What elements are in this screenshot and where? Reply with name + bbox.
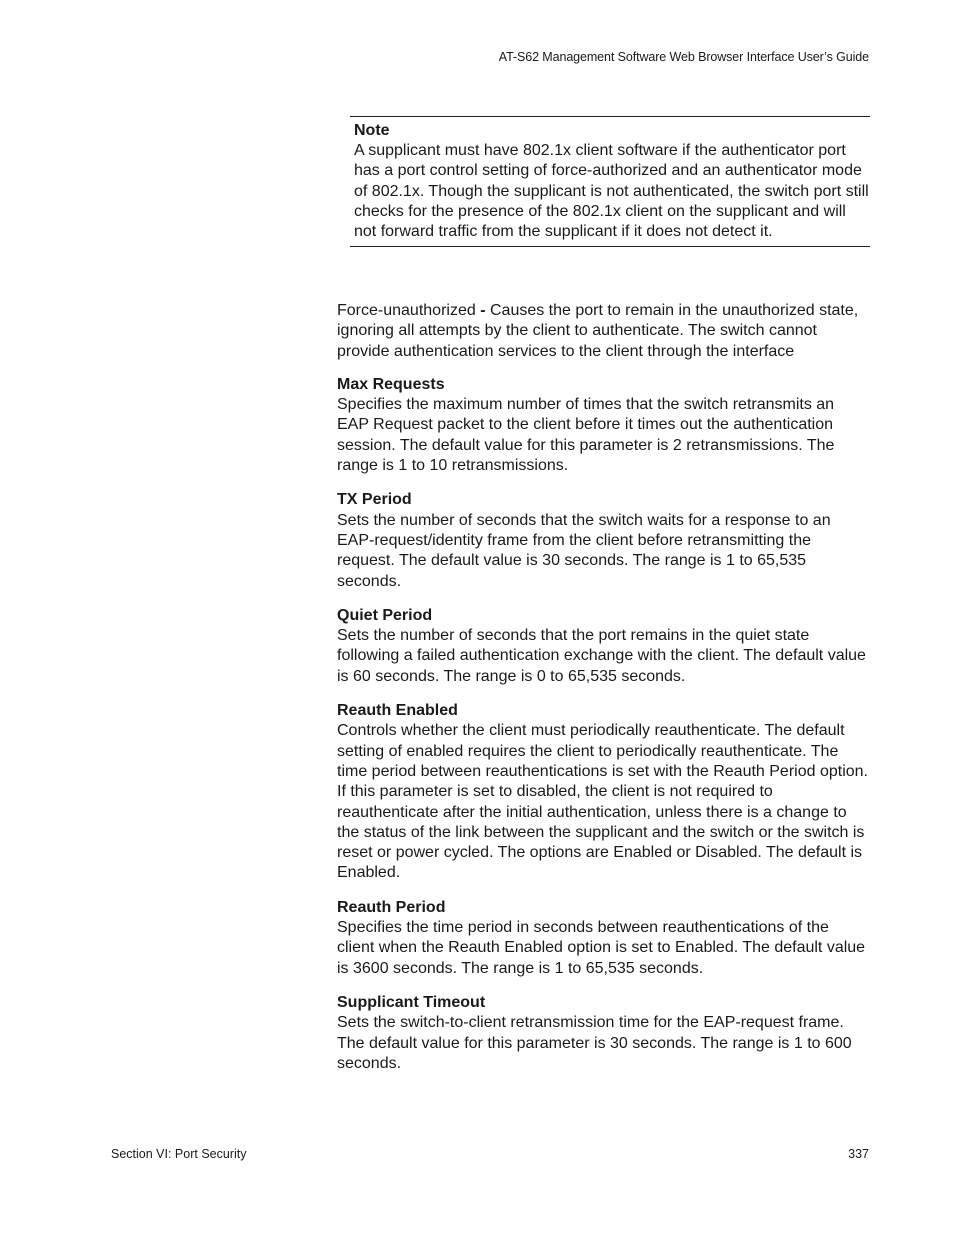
section-max-requests [337, 375, 869, 476]
section-title: Max Requests [337, 375, 445, 393]
note-body: A supplicant must have 802.1x client software if the authenticator port has a port control setting of force-authorized and an authenticator mode of 802.1x. Though the supplicant is not authenticated, the switch port still checks for the presence of the 802.1x client on the supplicant and will not forward traffic from the supplicant if it does not detect it. [354, 142, 869, 241]
page-number: 337 [848, 1147, 869, 1161]
section-reauth-period [337, 898, 869, 979]
force-unauthorized-paragraph [337, 301, 869, 362]
section-body: Controls whether the client must periodically reauthenticate. The default setting of enabled requires the client to periodically reauthenticate. The time period between reauthentications is set with the Reauth Period option. If this parameter is set to disabled, the client is not required to reauthenticate after the initial authentication, unless there is a change to the status of the link between the supplicant and the switch or the switch is reset or power cycled. The options are Enabled or Disabled. The default is Enabled. [337, 722, 868, 882]
section-body: Specifies the time period in seconds between reauthentications of the client when the Reauth Enabled option is set to Enabled. The default value is 3600 seconds. The range is 1 to 65,535 seconds. [337, 919, 866, 977]
section-supplicant-timeout [337, 993, 869, 1074]
force-unauthorized-text: Causes the port to remain in the unauthorized state, ignoring all attempts by the client to authenticate. The switch cannot provide authentication services to the client through the interface [337, 302, 859, 360]
section-quiet-period [337, 606, 869, 687]
section-body: Sets the number of seconds that the switch waits for a response to an EAP-request/identity frame from the client before retransmitting the request. The default value is 30 seconds. The range is 1 to 65,535 seconds. [337, 511, 831, 590]
section-title: TX Period [337, 491, 412, 509]
section-title: Reauth Period [337, 898, 446, 916]
section-title: Supplicant Timeout [337, 993, 486, 1011]
section-body: Sets the number of seconds that the port remains in the quiet state following a failed authentication exchange with the client. The default value is 60 seconds. The range is 0 to 65,535 seconds. [337, 627, 866, 685]
section-body: Specifies the maximum number of times that the switch retransmits an EAP Request packet to the client before it times out the authentication session. The default value for this parameter is 2 retransmissions. The range is 1 to 10 retransmissions. [337, 396, 835, 475]
section-title: Quiet Period [337, 606, 433, 624]
section-body: Sets the switch-to-client retransmission time for the EAP-request frame. The default value for this parameter is 30 seconds. The range is 1 to 600 seconds. [337, 1014, 852, 1072]
section-reauth-enabled [337, 701, 869, 884]
main-content [337, 301, 869, 1088]
footer-section: Section VI: Port Security [111, 1147, 247, 1161]
note-box [350, 116, 870, 247]
force-unauthorized-dash: - [480, 302, 486, 319]
note-title: Note [354, 122, 390, 139]
force-unauthorized-term: Force-unauthorized [337, 302, 476, 319]
running-header: AT-S62 Management Software Web Browser Interface User’s Guide [498, 50, 869, 64]
section-title: Reauth Enabled [337, 702, 458, 720]
section-tx-period [337, 490, 869, 591]
